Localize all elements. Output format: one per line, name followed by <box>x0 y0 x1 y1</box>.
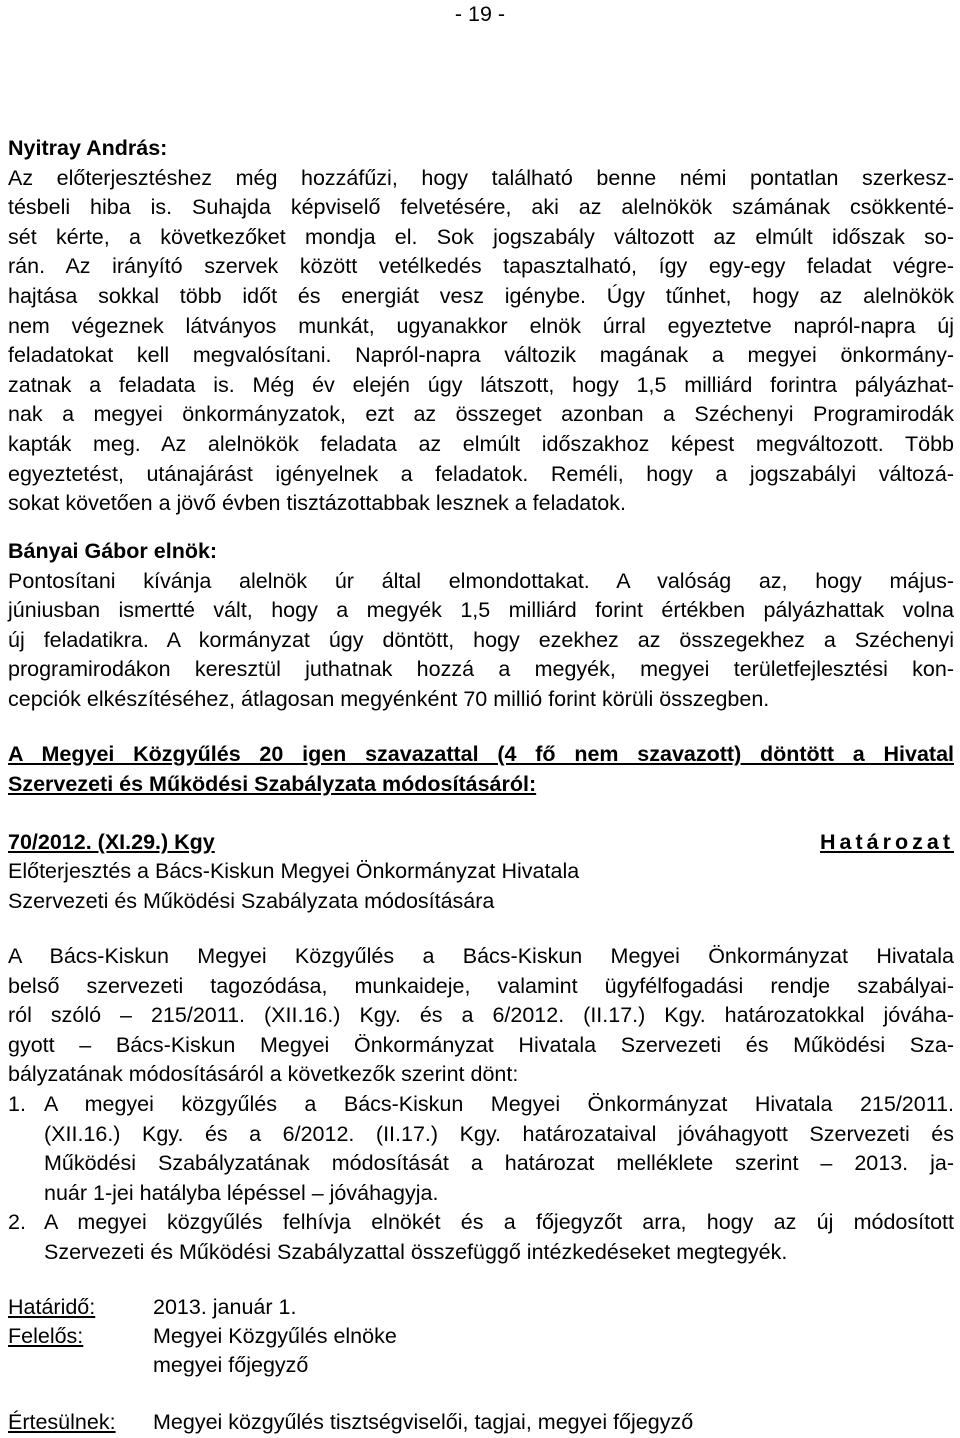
paragraph-line: feladatokat kell megvalósítani. Napról-napra változik magának a megyei önkormány- <box>8 343 954 368</box>
paragraph-line: hajtása sokkal több időt és energiát vesz igénybe. Úgy tűnhet, hogy az alelnökök <box>8 283 954 308</box>
notify-row <box>8 1408 693 1438</box>
resolution-body <box>8 942 954 1090</box>
body-line: A Bács-Kiskun Megyei Közgyűlés a Bács-Kiskun Megyei Önkormányzat Hivatala <box>8 944 954 968</box>
deadline-row <box>8 1293 296 1323</box>
subject-line: Előterjesztés a Bács-Kiskun Megyei Önkormányzat Hivatala <box>8 859 580 883</box>
paragraph-line: júniusban ismertté vált, hogy a megyék 1,5 milliárd forint értékben pályázhattak volna <box>8 598 954 623</box>
paragraph-line: sokat követően a jövő évben tisztázottabbak lesznek a feladatok. <box>8 491 626 516</box>
paragraph-line: programirodákon keresztül juthatnak hozzá a megyék, megyei területfejlesztési kon- <box>8 657 954 682</box>
resolution-heading: Határozat <box>820 830 954 854</box>
paragraph-line: nak a megyei önkormányzatok, ezt az összeget azonban a Széchenyi Programirodák <box>8 402 954 427</box>
subject-line: Szervezeti és Működési Szabályzata módosítására <box>8 888 495 913</box>
paragraph-line: új feladatikra. A kormányzat úgy döntött, hogy ezekhez az összegekhez a Széchenyi <box>8 627 954 652</box>
resolution-header <box>8 828 954 858</box>
speech-banyai <box>8 537 954 715</box>
item-line: Működési Szabályzatának módosítását a határozat melléklete szerint – 2013. ja- <box>44 1151 954 1176</box>
body-line: bályzatának módosításáról a következők szerint dönt: <box>8 1062 519 1087</box>
body-line: belső szervezeti tagozódása, munkaideje, valamint ügyfélfogadási rendje szabályai- <box>8 973 954 998</box>
speaker-name: Bányai Gábor elnök: <box>8 539 218 563</box>
item-line: nuár 1-jei hatályba lépéssel – jóváhagyja. <box>44 1180 439 1205</box>
deadline-label: Határidő: <box>8 1295 96 1319</box>
paragraph-line: rán. Az irányító szervek között vetélkedés tapasztalható, így egy-egy feladat végre- <box>8 254 954 279</box>
responsible-row <box>8 1322 397 1352</box>
item-line: A megyei közgyűlés felhívja elnökét és a főjegyzőt arra, hogy az új módosított <box>44 1210 954 1234</box>
responsible-row-2 <box>8 1351 308 1381</box>
responsible-value: megyei főjegyző <box>153 1353 309 1377</box>
responsible-label: Felelős: <box>8 1324 84 1348</box>
resolution-item-1 <box>8 1090 954 1208</box>
speaker-name: Nyitray András: <box>8 136 168 160</box>
item-line: Szervezeti és Működési Szabályzattal összefüggő intézkedéseket megtegyék. <box>44 1239 788 1264</box>
paragraph-line: Pontosítani kívánja alelnök úr által elmondottakat. A valóság az, hogy május- <box>8 568 954 593</box>
paragraph-line: zatnak a feladata is. Még év elején úgy látszott, hogy 1,5 milliárd forintra pályázhat- <box>8 372 954 397</box>
paragraph-line: sét kérte, a következőket mondja el. Sok jogszabály változott az elmúlt időszak so- <box>8 224 954 249</box>
deadline-value: 2013. január 1. <box>153 1295 297 1319</box>
vote-result-line: Szervezeti és Működési Szabályzata módosításáról: <box>8 771 537 796</box>
body-line: ról szóló – 215/2011. (XII.16.) Kgy. és a 6/2012. (II.17.) Kgy. határozatokkal jóváha- <box>8 1003 954 1028</box>
resolution-item-2 <box>8 1208 954 1267</box>
notify-value: Megyei közgyűlés tisztségviselői, tagjai, megyei főjegyző <box>153 1410 694 1434</box>
page-number: - 19 - <box>454 2 506 26</box>
paragraph-line: Az előterjesztéshez még hozzáfűzi, hogy található benne némi pontatlan szerkesz- <box>8 165 954 190</box>
paragraph-line: kapták meg. Az alelnökök feladata az elmúlt időszakhoz képest megváltozott. Több <box>8 431 954 456</box>
paragraph-line: nem végeznek látványos munkát, ugyanakkor elnök úrral egyeztetve napról-napra új <box>8 313 954 338</box>
paragraph-line: tésbeli hiba is. Suhajda képviselő felvetésére, aki az alelnökök számának csökkenté- <box>8 195 954 220</box>
vote-result <box>8 740 954 799</box>
responsible-value: Megyei Közgyűlés elnöke <box>153 1324 397 1348</box>
paragraph-line: egyeztetést, utánajárást igényelnek a feladatok. Reméli, hogy a jogszabályi változá- <box>8 461 954 486</box>
resolution-number: 70/2012. (XI.29.) Kgy <box>8 830 215 854</box>
item-line: A megyei közgyűlés a Bács-Kiskun Megyei Önkormányzat Hivatala 215/2011. <box>44 1092 954 1116</box>
paragraph-line: cepciók elkészítéséhez, átlagosan megyénként 70 millió forint körüli összegben. <box>8 686 770 711</box>
speech-nyitray <box>8 134 954 519</box>
notify-label: Értesülnek: <box>8 1410 116 1434</box>
body-line: gyott – Bács-Kiskun Megyei Önkormányzat Hivatala Szervezeti és Működési Sza- <box>8 1032 954 1057</box>
resolution-subject <box>8 857 954 916</box>
item-number: 2. <box>8 1210 26 1234</box>
vote-result-line: A Megyei Közgyűlés 20 igen szavazattal (4 fő nem szavazott) döntött a Hivatal <box>8 742 954 766</box>
item-line: (XII.16.) Kgy. és a 6/2012. (II.17.) Kgy. határozataival jóváhagyott Szervezeti és <box>44 1121 954 1146</box>
item-number: 1. <box>8 1092 26 1116</box>
